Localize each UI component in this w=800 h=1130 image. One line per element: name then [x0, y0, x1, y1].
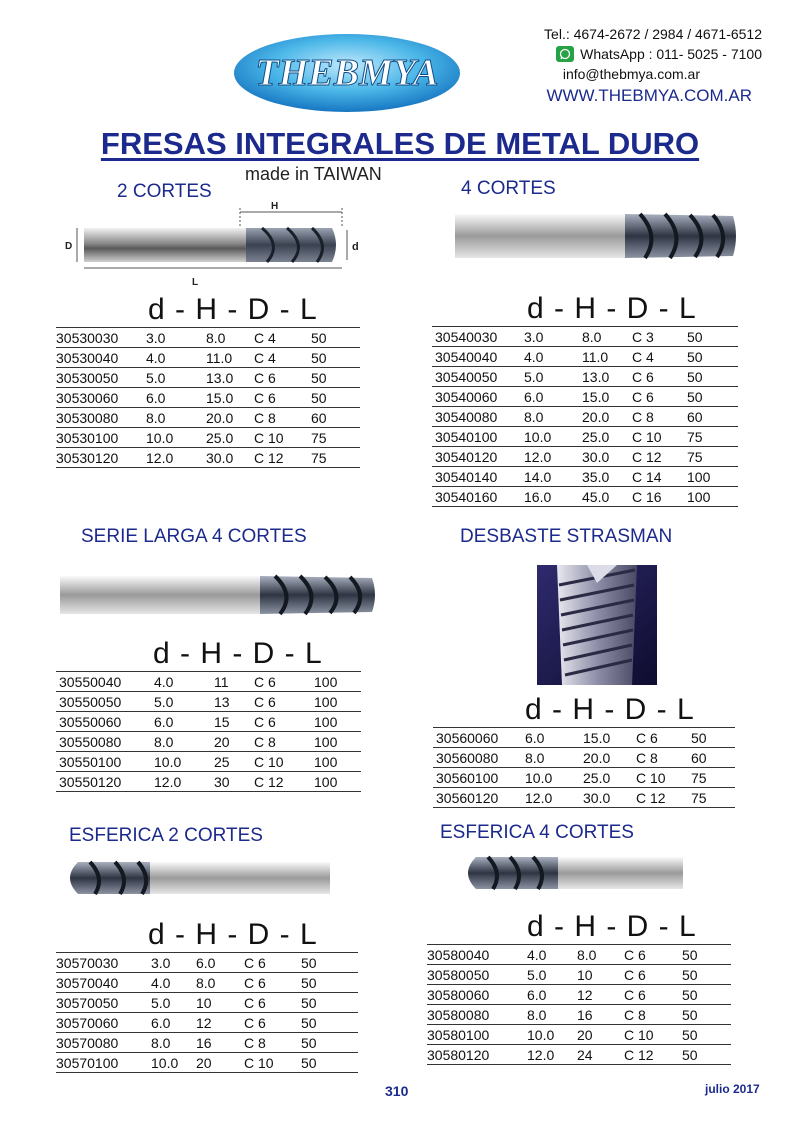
table-2-cortes	[56, 293, 360, 468]
cell-code: 30540050	[435, 369, 498, 385]
footer-date: julio 2017	[705, 1082, 760, 1096]
cell-shank: C 12	[254, 450, 284, 466]
cell-h: 35.0	[582, 469, 610, 485]
cell-d: 10.0	[527, 1027, 555, 1043]
cell-length: 50	[682, 967, 698, 983]
section-title-desbaste: DESBASTE STRASMAN	[460, 526, 673, 547]
section-title-serie-larga: SERIE LARGA 4 CORTES	[81, 526, 307, 547]
cell-h: 20	[577, 1027, 593, 1043]
table-row	[432, 327, 738, 347]
cell-d: 5.0	[524, 369, 544, 385]
tool-image-4-cortes	[455, 210, 740, 267]
cell-shank: C 6	[244, 1015, 266, 1031]
page-number: 310	[385, 1083, 409, 1099]
cell-length: 100	[314, 754, 338, 770]
cell-code: 30570060	[56, 1015, 119, 1031]
cell-length: 60	[311, 410, 327, 426]
cell-length: 100	[314, 674, 338, 690]
cell-shank: C 10	[636, 770, 666, 786]
cell-code: 30580120	[427, 1047, 490, 1063]
cell-shank: C 3	[632, 329, 654, 345]
cell-length: 75	[311, 450, 327, 466]
cell-h: 11	[214, 674, 229, 690]
cell-length: 75	[311, 430, 327, 446]
column-header: d - H - D - L	[148, 918, 318, 951]
cell-shank: C 6	[624, 947, 646, 963]
cell-code: 30570030	[56, 955, 119, 971]
cell-d: 10.0	[151, 1055, 179, 1071]
cell-length: 50	[311, 350, 327, 366]
cell-length: 60	[691, 750, 707, 766]
cell-code: 30540100	[435, 429, 498, 445]
table-row	[427, 1025, 731, 1045]
cell-d: 6.0	[146, 390, 166, 406]
cell-shank: C 6	[254, 674, 276, 690]
cell-length: 100	[314, 714, 338, 730]
cell-d: 5.0	[527, 967, 547, 983]
cell-h: 8.0	[206, 330, 226, 346]
cell-length: 50	[682, 1027, 698, 1043]
table-row	[432, 447, 738, 467]
cell-d: 10.0	[154, 754, 182, 770]
table-row	[56, 408, 360, 428]
page-subtitle: made in TAIWAN	[245, 164, 382, 184]
cell-length: 50	[687, 349, 703, 365]
cell-code: 30570050	[56, 995, 119, 1011]
cell-code: 30530060	[56, 390, 119, 406]
cell-code: 30570040	[56, 975, 119, 991]
cell-h: 15	[214, 714, 230, 730]
cell-h: 12	[577, 987, 593, 1003]
cell-shank: C 4	[254, 330, 276, 346]
label-L: L	[192, 277, 199, 288]
cell-d: 8.0	[151, 1035, 171, 1051]
tool-image-desbaste	[537, 565, 657, 690]
cell-shank: C 6	[632, 369, 654, 385]
cell-code: 30540060	[435, 389, 498, 405]
cell-d: 12.0	[154, 774, 182, 790]
table-row	[432, 407, 738, 427]
cell-d: 5.0	[154, 694, 174, 710]
cell-length: 50	[682, 1007, 698, 1023]
cell-d: 10.0	[524, 429, 552, 445]
cell-code: 30530050	[56, 370, 119, 386]
cell-shank: C 6	[244, 955, 266, 971]
cell-code: 30550100	[59, 754, 122, 770]
cell-d: 4.0	[151, 975, 171, 991]
cell-d: 4.0	[146, 350, 166, 366]
cell-h: 25.0	[583, 770, 611, 786]
cell-shank: C 8	[632, 409, 654, 425]
phone-text: Tel.: 4674-2672 / 2984 / 4671-6512	[544, 26, 762, 42]
cell-h: 12	[196, 1015, 212, 1031]
cell-shank: C 10	[244, 1055, 274, 1071]
cell-shank: C 8	[636, 750, 658, 766]
cell-d: 3.0	[524, 329, 544, 345]
cell-d: 3.0	[146, 330, 166, 346]
label-d: d	[352, 241, 359, 253]
email-link[interactable]: info@thebmya.com.ar	[562, 66, 700, 82]
cell-shank: C 4	[254, 350, 276, 366]
cell-length: 50	[682, 1047, 698, 1063]
cell-h: 11.0	[582, 349, 609, 365]
section-title-4-cortes: 4 CORTES	[461, 178, 556, 199]
section-title-esferica-2: ESFERICA 2 CORTES	[69, 825, 263, 846]
cell-h: 24	[577, 1047, 593, 1063]
cell-shank: C 6	[254, 370, 276, 386]
cell-d: 12.0	[524, 449, 552, 465]
label-D: D	[65, 241, 73, 252]
table-row	[56, 388, 360, 408]
cell-d: 12.0	[525, 790, 553, 806]
table-row	[433, 748, 735, 768]
cell-shank: C 4	[632, 349, 654, 365]
table-row	[432, 347, 738, 367]
tool-image-serie-larga	[60, 573, 378, 622]
tool-image-esferica-4	[458, 853, 688, 898]
cell-code: 30580080	[427, 1007, 490, 1023]
cell-code: 30580100	[427, 1027, 490, 1043]
table-row	[56, 1033, 358, 1053]
column-header: d - H - D - L	[527, 292, 697, 325]
cell-code: 30580040	[427, 947, 490, 963]
cell-code: 30530040	[56, 350, 119, 366]
cell-shank: C 6	[624, 967, 646, 983]
cell-shank: C 8	[624, 1007, 646, 1023]
cell-h: 30.0	[582, 449, 610, 465]
column-header: d - H - D - L	[527, 910, 697, 943]
cell-d: 3.0	[151, 955, 171, 971]
cell-shank: C 6	[254, 694, 276, 710]
cell-shank: C 8	[254, 734, 276, 750]
table-row	[56, 752, 361, 772]
cell-shank: C 6	[636, 730, 658, 746]
table-row	[56, 772, 361, 792]
page-title: FRESAS INTEGRALES DE METAL DURO	[100, 126, 700, 161]
cell-code: 30550060	[59, 714, 122, 730]
cell-d: 6.0	[527, 987, 547, 1003]
whatsapp-icon	[556, 46, 574, 62]
cell-code: 30570100	[56, 1055, 119, 1071]
cell-shank: C 12	[636, 790, 666, 806]
cell-length: 100	[314, 694, 338, 710]
cell-d: 8.0	[146, 410, 166, 426]
table-row	[56, 672, 361, 692]
table-row	[427, 945, 731, 965]
table-row	[427, 965, 731, 985]
cell-code: 30530120	[56, 450, 119, 466]
cell-code: 30530030	[56, 330, 119, 346]
cell-shank: C 6	[254, 714, 276, 730]
cell-shank: C 8	[244, 1035, 266, 1051]
cell-d: 8.0	[524, 409, 544, 425]
cell-code: 30530100	[56, 430, 119, 446]
table-row	[56, 348, 360, 368]
table-row	[427, 1045, 731, 1065]
table-row	[56, 712, 361, 732]
cell-length: 50	[301, 1015, 317, 1031]
cell-length: 50	[301, 995, 317, 1011]
contact-block	[502, 24, 762, 106]
cell-shank: C 6	[632, 389, 654, 405]
website-link[interactable]: WWW.THEBMYA.COM.AR	[546, 86, 752, 105]
cell-code: 30560080	[436, 750, 499, 766]
cell-h: 6.0	[196, 955, 216, 971]
table-row	[432, 367, 738, 387]
cell-d: 5.0	[151, 995, 171, 1011]
cell-h: 13.0	[582, 369, 610, 385]
table-row	[56, 692, 361, 712]
cell-d: 4.0	[524, 349, 544, 365]
cell-h: 13	[214, 694, 230, 710]
table-row	[56, 732, 361, 752]
cell-h: 20	[214, 734, 230, 750]
whatsapp-text: WhatsApp : 011- 5025 - 7100	[580, 46, 762, 62]
cell-length: 50	[311, 330, 327, 346]
cell-length: 75	[691, 770, 707, 786]
cell-length: 100	[314, 734, 338, 750]
table-row	[56, 1053, 358, 1073]
cell-h: 16	[577, 1007, 593, 1023]
tool-image-esferica-2	[60, 858, 335, 903]
cell-length: 50	[682, 947, 698, 963]
cell-h: 8.0	[196, 975, 216, 991]
cell-length: 50	[311, 390, 327, 406]
cell-length: 50	[301, 975, 317, 991]
label-H: H	[271, 201, 279, 212]
table-row	[433, 768, 735, 788]
cell-shank: C 12	[624, 1047, 654, 1063]
cell-code: 30540140	[435, 469, 498, 485]
cell-code: 30540040	[435, 349, 498, 365]
table-esferica-2	[56, 918, 358, 1073]
table-row	[56, 953, 358, 973]
cell-shank: C 6	[244, 995, 266, 1011]
cell-d: 4.0	[154, 674, 174, 690]
table-desbaste	[433, 693, 735, 808]
logo-text: THEBMYA	[255, 52, 439, 94]
cell-code: 30540160	[435, 489, 498, 505]
cell-length: 100	[687, 489, 711, 505]
cell-h: 20.0	[206, 410, 234, 426]
cell-d: 4.0	[527, 947, 547, 963]
cell-code: 30540120	[435, 449, 498, 465]
cell-code: 30550120	[59, 774, 122, 790]
column-header: d - H - D - L	[153, 637, 323, 670]
table-row	[56, 428, 360, 448]
cell-d: 8.0	[525, 750, 545, 766]
cell-code: 30540030	[435, 329, 498, 345]
cell-length: 50	[687, 369, 703, 385]
cell-h: 15.0	[583, 730, 611, 746]
cell-d: 12.0	[146, 450, 174, 466]
table-row	[56, 328, 360, 348]
cell-code: 30570080	[56, 1035, 119, 1051]
cell-code: 30560060	[436, 730, 499, 746]
cell-h: 16	[196, 1035, 212, 1051]
cell-code: 30560100	[436, 770, 499, 786]
cell-shank: C 12	[254, 774, 284, 790]
tool-diagram-2-cortes	[62, 200, 362, 295]
cell-d: 12.0	[527, 1047, 555, 1063]
cell-d: 8.0	[527, 1007, 547, 1023]
cell-length: 60	[687, 409, 703, 425]
cell-length: 75	[687, 449, 703, 465]
table-4-cortes	[432, 292, 738, 507]
cell-length: 50	[682, 987, 698, 1003]
cell-d: 14.0	[524, 469, 552, 485]
cell-d: 5.0	[146, 370, 166, 386]
cell-code: 30550040	[59, 674, 122, 690]
cell-shank: C 14	[632, 469, 662, 485]
cell-h: 20	[196, 1055, 212, 1071]
cell-d: 6.0	[151, 1015, 171, 1031]
cell-h: 10	[577, 967, 593, 983]
cell-h: 11.0	[206, 350, 233, 366]
cell-length: 100	[314, 774, 338, 790]
cell-shank: C 16	[632, 489, 662, 505]
cell-code: 30550080	[59, 734, 122, 750]
table-serie-larga	[56, 637, 361, 792]
cell-h: 20.0	[582, 409, 610, 425]
section-title-esferica-4: ESFERICA 4 CORTES	[440, 822, 634, 843]
cell-length: 50	[301, 955, 317, 971]
table-row	[56, 973, 358, 993]
cell-shank: C 6	[624, 987, 646, 1003]
cell-d: 6.0	[524, 389, 544, 405]
cell-length: 50	[687, 389, 703, 405]
cell-d: 8.0	[154, 734, 174, 750]
cell-code: 30550050	[59, 694, 122, 710]
cell-code: 30540080	[435, 409, 498, 425]
cell-d: 10.0	[525, 770, 553, 786]
cell-h: 30.0	[583, 790, 611, 806]
table-row	[432, 427, 738, 447]
table-row	[432, 387, 738, 407]
table-row	[56, 448, 360, 468]
cell-h: 25.0	[206, 430, 234, 446]
thebmya-logo	[232, 32, 462, 114]
cell-code: 30560120	[436, 790, 499, 806]
cell-h: 30	[214, 774, 230, 790]
column-header: d - H - D - L	[148, 293, 318, 326]
table-row	[56, 1013, 358, 1033]
cell-length: 50	[687, 329, 703, 345]
cell-shank: C 10	[632, 429, 662, 445]
table-row	[427, 985, 731, 1005]
cell-h: 45.0	[582, 489, 610, 505]
cell-h: 8.0	[577, 947, 597, 963]
cell-h: 15.0	[582, 389, 610, 405]
cell-h: 25	[214, 754, 230, 770]
section-title-2-cortes: 2 CORTES	[117, 181, 212, 202]
cell-code: 30580050	[427, 967, 490, 983]
table-row	[56, 993, 358, 1013]
cell-h: 20.0	[583, 750, 611, 766]
cell-length: 75	[691, 790, 707, 806]
cell-shank: C 6	[254, 390, 276, 406]
cell-length: 50	[311, 370, 327, 386]
cell-h: 15.0	[206, 390, 234, 406]
cell-h: 13.0	[206, 370, 234, 386]
cell-shank: C 6	[244, 975, 266, 991]
cell-h: 25.0	[582, 429, 610, 445]
table-row	[433, 728, 735, 748]
cell-length: 75	[687, 429, 703, 445]
cell-length: 50	[691, 730, 707, 746]
cell-h: 8.0	[582, 329, 602, 345]
cell-length: 100	[687, 469, 711, 485]
cell-h: 30.0	[206, 450, 234, 466]
table-row	[427, 1005, 731, 1025]
cell-d: 6.0	[525, 730, 545, 746]
cell-shank: C 12	[632, 449, 662, 465]
cell-length: 50	[301, 1035, 317, 1051]
cell-code: 30580060	[427, 987, 490, 1003]
column-header: d - H - D - L	[525, 693, 695, 726]
table-row	[56, 368, 360, 388]
cell-length: 50	[301, 1055, 317, 1071]
cell-shank: C 10	[624, 1027, 654, 1043]
cell-shank: C 10	[254, 754, 284, 770]
cell-shank: C 10	[254, 430, 284, 446]
cell-h: 10	[196, 995, 212, 1011]
cell-d: 6.0	[154, 714, 174, 730]
table-esferica-4	[427, 910, 731, 1065]
table-row	[433, 788, 735, 808]
table-row	[432, 487, 738, 507]
table-row	[432, 467, 738, 487]
cell-shank: C 8	[254, 410, 276, 426]
cell-d: 16.0	[524, 489, 552, 505]
cell-d: 10.0	[146, 430, 174, 446]
cell-code: 30530080	[56, 410, 119, 426]
